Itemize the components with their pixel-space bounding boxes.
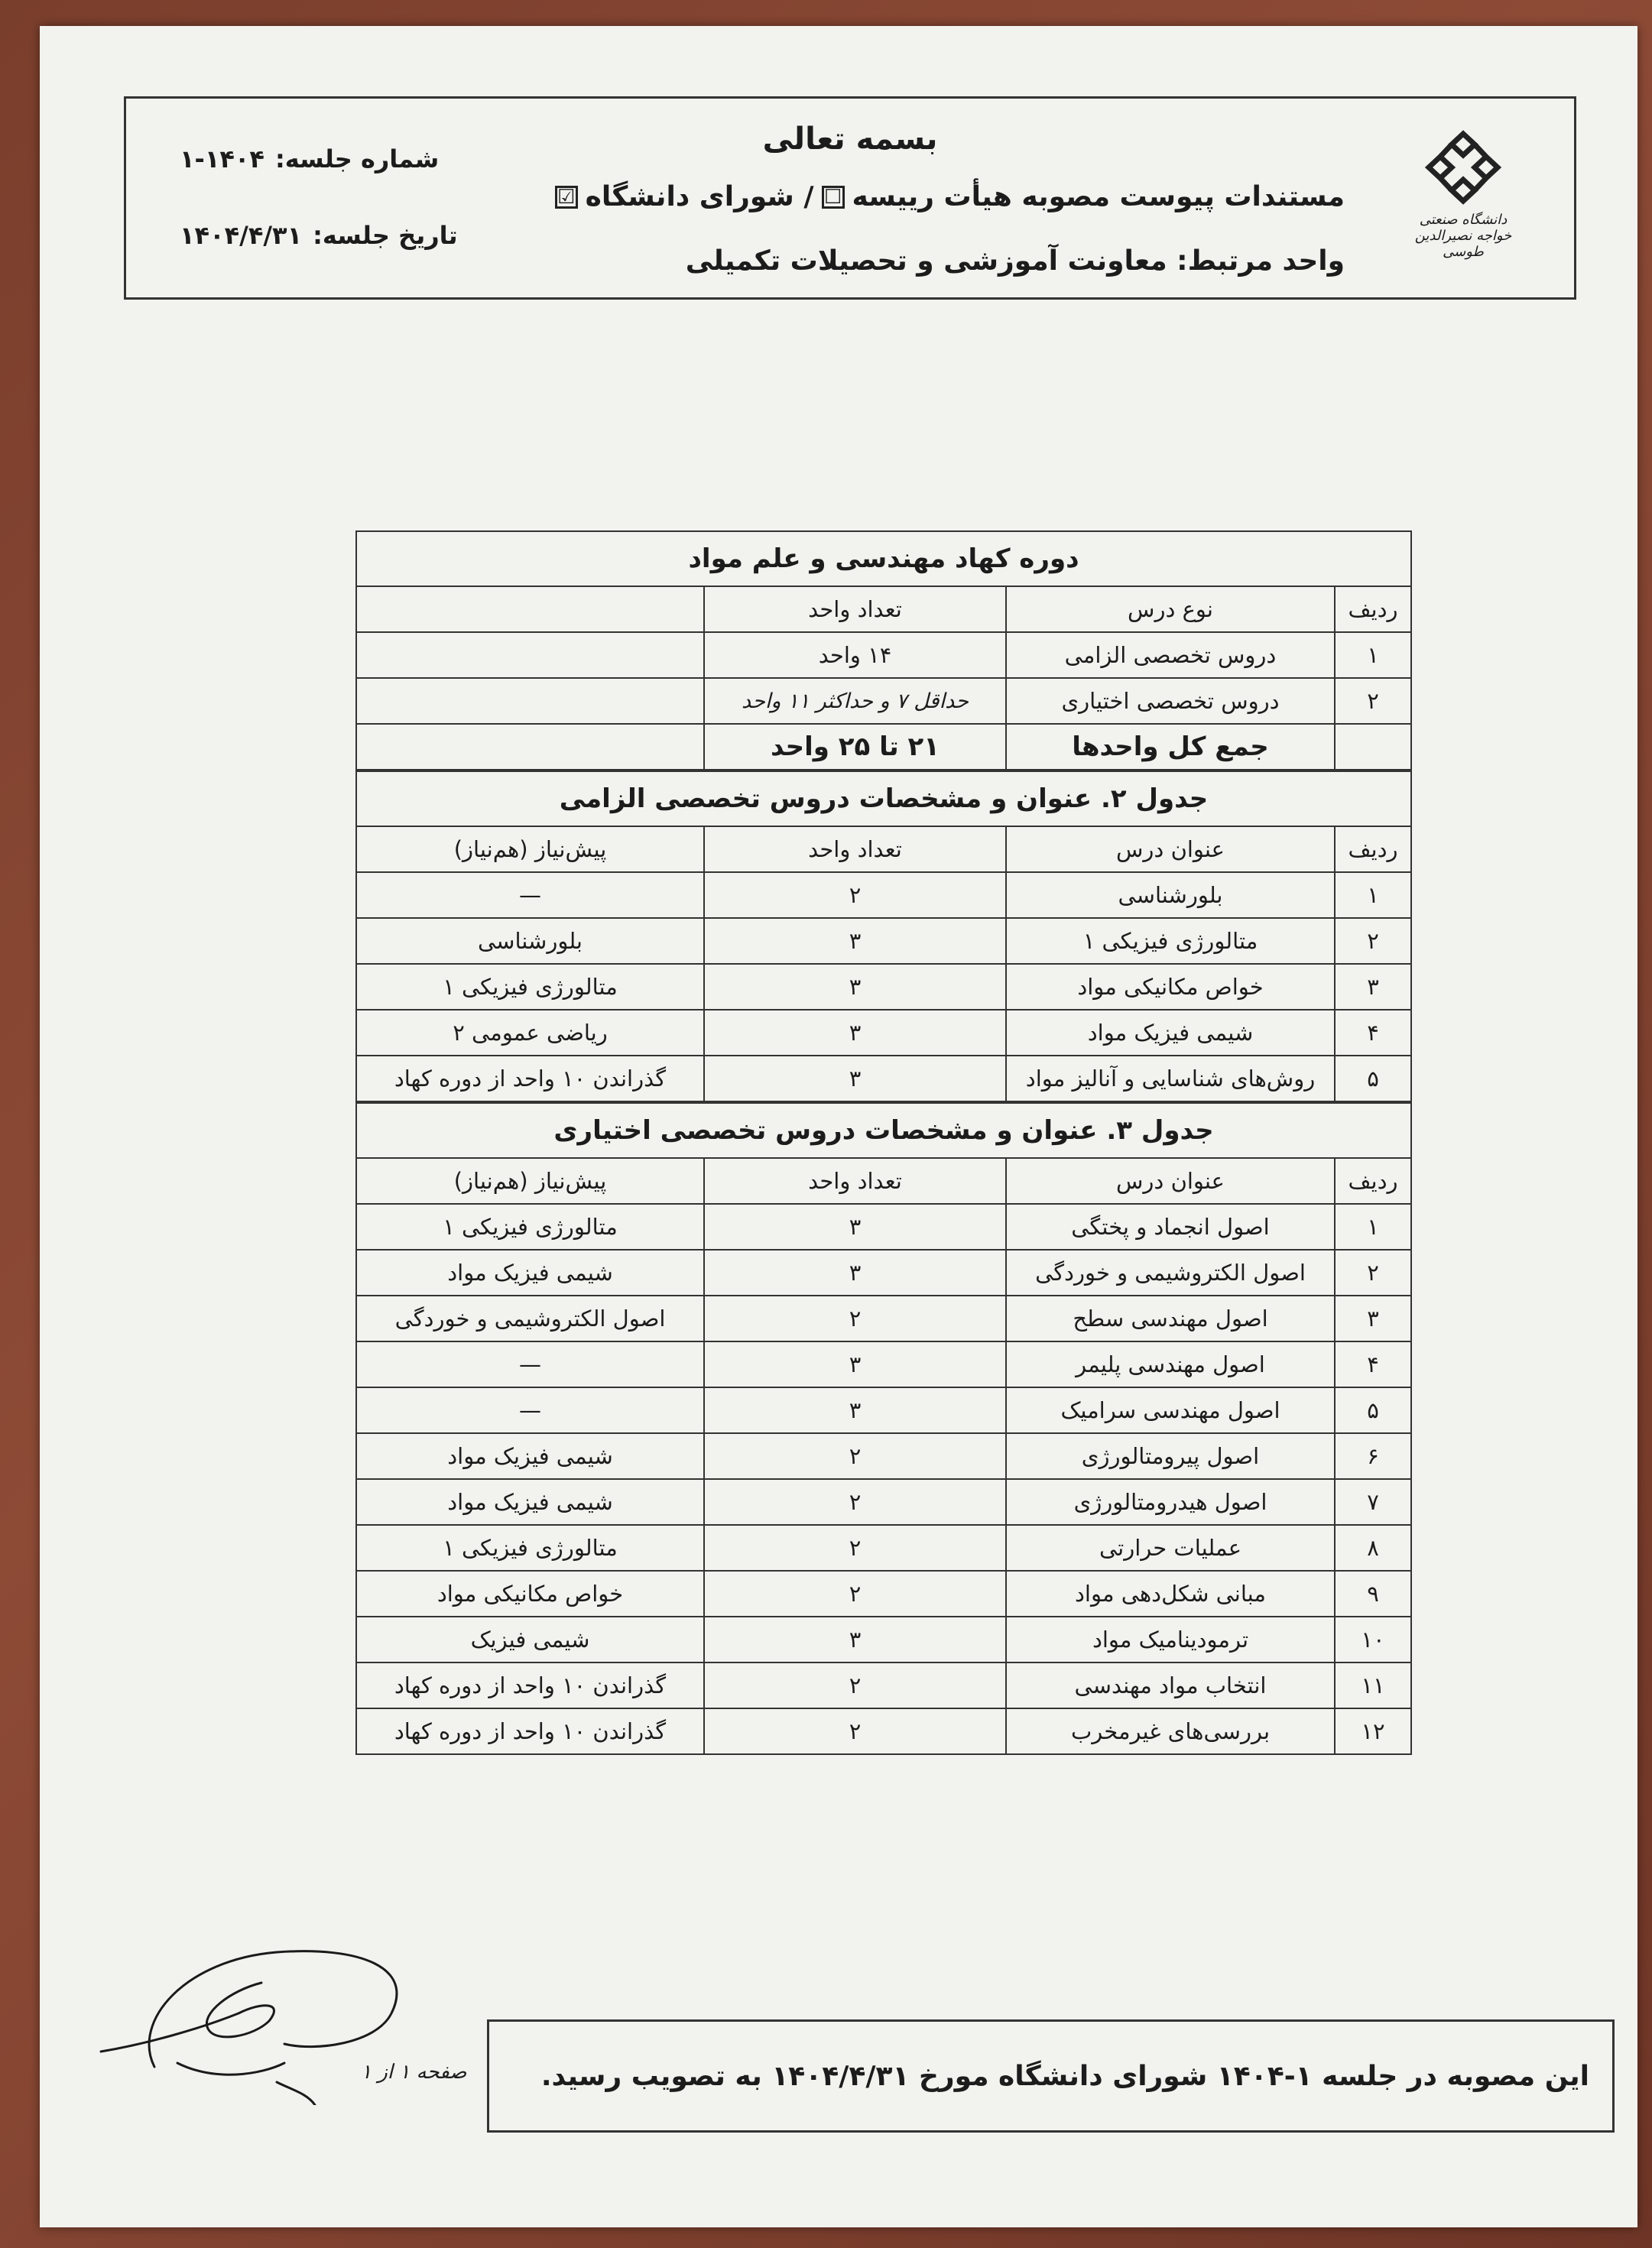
table-row bbox=[356, 1525, 1411, 1571]
table-row bbox=[356, 1433, 1411, 1479]
empty-cell bbox=[356, 724, 704, 770]
row-number: ۱۱ bbox=[1335, 1662, 1411, 1708]
empty-cell bbox=[356, 632, 704, 678]
course-title: اصول الکتروشیمی و خوردگی bbox=[1006, 1250, 1335, 1296]
table-row bbox=[356, 1010, 1411, 1056]
unit-count: ۳ bbox=[704, 1010, 1006, 1056]
course-type: دروس تخصصی الزامی bbox=[1006, 632, 1335, 678]
table-row bbox=[356, 678, 1411, 724]
table-row bbox=[356, 1341, 1411, 1387]
row-number: ۹ bbox=[1335, 1571, 1411, 1617]
course-title: روش‌های شناسایی و آنالیز مواد bbox=[1006, 1056, 1335, 1101]
table-row bbox=[356, 872, 1411, 918]
table-row bbox=[356, 1617, 1411, 1662]
summary-table bbox=[355, 530, 1412, 770]
unit-count: ۳ bbox=[704, 1617, 1006, 1662]
row-number: ۳ bbox=[1335, 1296, 1411, 1341]
course-title: انتخاب مواد مهندسی bbox=[1006, 1662, 1335, 1708]
prerequisite: — bbox=[356, 872, 704, 918]
unit-count: ۲ bbox=[704, 1525, 1006, 1571]
course-title: اصول انجماد و پختگی bbox=[1006, 1204, 1335, 1250]
prerequisite: گذراندن ۱۰ واحد از دوره کهاد bbox=[356, 1662, 704, 1708]
empty-cell bbox=[1335, 724, 1411, 770]
prerequisite: شیمی فیزیک مواد bbox=[356, 1433, 704, 1479]
row-number: ۲ bbox=[1335, 1250, 1411, 1296]
approval-text: این مصوبه در جلسه ۱-۱۴۰۴ شورای دانشگاه مورخ ۱۴۰۴/۴/۳۱ به تصویب رسید. bbox=[540, 2060, 1589, 2092]
table-row bbox=[356, 1479, 1411, 1525]
table3-header-units: تعداد واحد bbox=[704, 1158, 1006, 1204]
unit-count: ۲ bbox=[704, 1571, 1006, 1617]
prerequisite: خواص مکانیکی مواد bbox=[356, 1571, 704, 1617]
table-row bbox=[356, 964, 1411, 1010]
prerequisite: بلورشناسی bbox=[356, 918, 704, 964]
table2-header-title: عنوان درس bbox=[1006, 826, 1335, 872]
course-title: خواص مکانیکی مواد bbox=[1006, 964, 1335, 1010]
board-checkbox: ☐ bbox=[822, 186, 845, 209]
table-row bbox=[356, 1204, 1411, 1250]
prerequisite: متالورژی فیزیکی ۱ bbox=[356, 1204, 704, 1250]
session-date bbox=[180, 221, 458, 250]
document-subject-line bbox=[555, 181, 1345, 212]
unit-count: ۳ bbox=[704, 964, 1006, 1010]
curriculum-tables bbox=[355, 530, 1410, 1755]
course-title: اصول پیرومتالورژی bbox=[1006, 1433, 1335, 1479]
course-title: اصول مهندسی سرامیک bbox=[1006, 1387, 1335, 1433]
document-header bbox=[124, 96, 1576, 300]
unit-count: ۲ bbox=[704, 1433, 1006, 1479]
prerequisite: گذراندن ۱۰ واحد از دوره کهاد bbox=[356, 1056, 704, 1101]
unit-count: ۳ bbox=[704, 1341, 1006, 1387]
prerequisite: — bbox=[356, 1387, 704, 1433]
table-row bbox=[356, 632, 1411, 678]
empty-cell bbox=[356, 678, 704, 724]
total-value: ۲۱ تا ۲۵ واحد bbox=[704, 724, 1006, 770]
mandatory-courses-table bbox=[355, 770, 1412, 1102]
table-total-row bbox=[356, 724, 1411, 770]
table-row bbox=[356, 1296, 1411, 1341]
prerequisite: — bbox=[356, 1341, 704, 1387]
council-checkbox: ☑ bbox=[555, 186, 578, 209]
unit-count: ۲ bbox=[704, 1296, 1006, 1341]
session-number-value: ۱-۱۴۰۴ bbox=[180, 144, 265, 174]
table2-header-prereq: پیش‌نیاز (هم‌نیاز) bbox=[356, 826, 704, 872]
approval-footer bbox=[487, 2019, 1615, 2133]
table-row bbox=[356, 1662, 1411, 1708]
unit-count: ۳ bbox=[704, 1387, 1006, 1433]
elective-courses-table bbox=[355, 1102, 1412, 1755]
session-number-label: شماره جلسه: bbox=[274, 144, 440, 174]
course-title: شیمی فیزیک مواد bbox=[1006, 1010, 1335, 1056]
course-type: دروس تخصصی اختیاری bbox=[1006, 678, 1335, 724]
row-number: ۲ bbox=[1335, 678, 1411, 724]
row-number: ۴ bbox=[1335, 1010, 1411, 1056]
table2-header-units: تعداد واحد bbox=[704, 826, 1006, 872]
unit-count: حداقل ۷ و حداکثر ۱۱ واحد bbox=[704, 678, 1006, 724]
related-unit: واحد مرتبط: معاونت آموزشی و تحصیلات تکمیلی bbox=[685, 245, 1345, 277]
course-title: ترمودینامیک مواد bbox=[1006, 1617, 1335, 1662]
course-title: مبانی شکل‌دهی مواد bbox=[1006, 1571, 1335, 1617]
course-title: اصول هیدرومتالورژی bbox=[1006, 1479, 1335, 1525]
total-label: جمع کل واحدها bbox=[1006, 724, 1335, 770]
document-page bbox=[40, 26, 1637, 2227]
table-row bbox=[356, 1708, 1411, 1754]
prerequisite: ریاضی عمومی ۲ bbox=[356, 1010, 704, 1056]
table-row bbox=[356, 1056, 1411, 1101]
logo-caption: دانشگاه صنعتی خواجه نصیرالدین طوسی bbox=[1414, 212, 1512, 260]
table3-header-prereq: پیش‌نیاز (هم‌نیاز) bbox=[356, 1158, 704, 1204]
prerequisite: شیمی فیزیک مواد bbox=[356, 1479, 704, 1525]
prerequisite: گذراندن ۱۰ واحد از دوره کهاد bbox=[356, 1708, 704, 1754]
table-row bbox=[356, 1387, 1411, 1433]
table1-empty-cell bbox=[356, 586, 704, 632]
session-date-value: ۱۴۰۴/۴/۳۱ bbox=[180, 221, 303, 250]
row-number: ۶ bbox=[1335, 1433, 1411, 1479]
row-number: ۲ bbox=[1335, 918, 1411, 964]
course-title: بررسی‌های غیرمخرب bbox=[1006, 1708, 1335, 1754]
course-title: عملیات حرارتی bbox=[1006, 1525, 1335, 1571]
page-number: صفحه ۱ از ۱ bbox=[361, 2061, 467, 2084]
table2-caption: جدول ۲. عنوان و مشخصات دروس تخصصی الزامی bbox=[356, 771, 1411, 826]
document-title: بسمه تعالی bbox=[762, 122, 938, 157]
unit-count: ۳ bbox=[704, 1056, 1006, 1101]
prerequisite: شیمی فیزیک bbox=[356, 1617, 704, 1662]
row-number: ۷ bbox=[1335, 1479, 1411, 1525]
row-number: ۴ bbox=[1335, 1341, 1411, 1387]
row-number: ۱۲ bbox=[1335, 1708, 1411, 1754]
table1-header-type: نوع درس bbox=[1006, 586, 1335, 632]
table-row bbox=[356, 1250, 1411, 1296]
unit-count: ۲ bbox=[704, 872, 1006, 918]
unit-count: ۲ bbox=[704, 1708, 1006, 1754]
prerequisite: شیمی فیزیک مواد bbox=[356, 1250, 704, 1296]
table2-header-no: ردیف bbox=[1335, 826, 1411, 872]
table-row bbox=[356, 1571, 1411, 1617]
table3-header-no: ردیف bbox=[1335, 1158, 1411, 1204]
course-title: اصول مهندسی سطح bbox=[1006, 1296, 1335, 1341]
unit-count: ۳ bbox=[704, 1204, 1006, 1250]
table1-header-no: ردیف bbox=[1335, 586, 1411, 632]
prerequisite: متالورژی فیزیکی ۱ bbox=[356, 964, 704, 1010]
row-number: ۵ bbox=[1335, 1387, 1411, 1433]
row-number: ۳ bbox=[1335, 964, 1411, 1010]
unit-count: ۱۴ واحد bbox=[704, 632, 1006, 678]
session-number bbox=[180, 144, 439, 174]
row-number: ۱ bbox=[1335, 872, 1411, 918]
unit-count: ۲ bbox=[704, 1479, 1006, 1525]
table3-caption: جدول ۳. عنوان و مشخصات دروس تخصصی اختیاری bbox=[356, 1103, 1411, 1158]
row-number: ۱۰ bbox=[1335, 1617, 1411, 1662]
row-number: ۱ bbox=[1335, 1204, 1411, 1250]
table3-header-title: عنوان درس bbox=[1006, 1158, 1335, 1204]
course-title: متالورژی فیزیکی ۱ bbox=[1006, 918, 1335, 964]
unit-count: ۳ bbox=[704, 1250, 1006, 1296]
table1-header-units: تعداد واحد bbox=[704, 586, 1006, 632]
course-title: بلورشناسی bbox=[1006, 872, 1335, 918]
prerequisite: اصول الکتروشیمی و خوردگی bbox=[356, 1296, 704, 1341]
unit-count: ۲ bbox=[704, 1662, 1006, 1708]
course-title: اصول مهندسی پلیمر bbox=[1006, 1341, 1335, 1387]
session-date-label: تاریخ جلسه: bbox=[313, 221, 458, 250]
table1-caption: دوره کهاد مهندسی و علم مواد bbox=[356, 531, 1411, 586]
subject-prefix: مستندات پیوست مصوبه هیأت رییسه bbox=[852, 181, 1345, 212]
row-number: ۵ bbox=[1335, 1056, 1411, 1101]
unit-count: ۳ bbox=[704, 918, 1006, 964]
table-row bbox=[356, 918, 1411, 964]
row-number: ۱ bbox=[1335, 632, 1411, 678]
subject-middle: / شورای دانشگاه bbox=[585, 181, 814, 212]
prerequisite: متالورژی فیزیکی ۱ bbox=[356, 1525, 704, 1571]
row-number: ۸ bbox=[1335, 1525, 1411, 1571]
